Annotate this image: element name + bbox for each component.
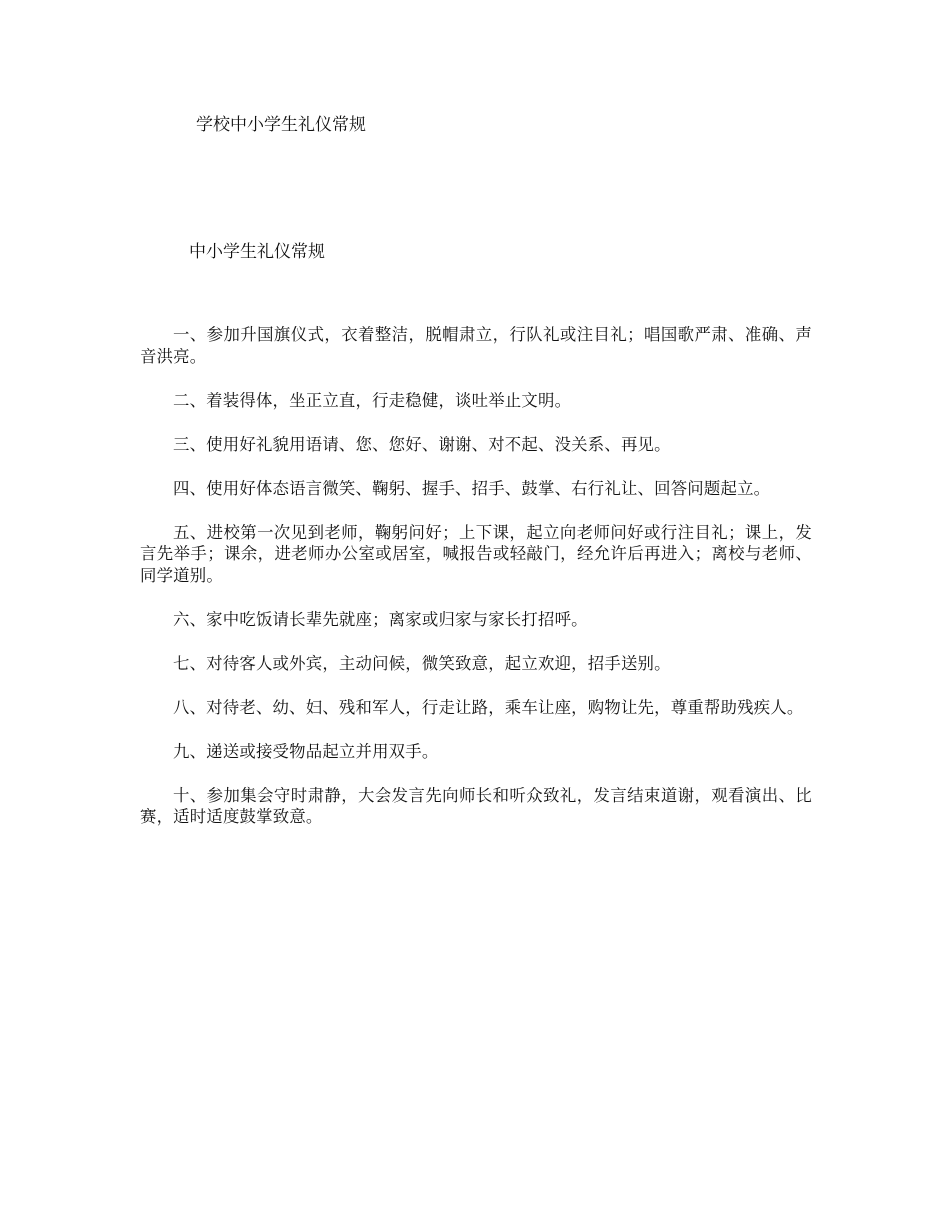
rule-item-9: 九、递送或接受物品起立并用双手。 <box>173 741 439 761</box>
document-subtitle: 中小学生礼仪常规 <box>189 242 325 262</box>
rule-item-7: 七、对待客人或外宾，主动问候，微笑致意，起立欢迎，招手送别。 <box>173 653 671 673</box>
rule-item-3: 三、使用好礼貌用语请、您、您好、谢谢、对不起、没关系、再见。 <box>173 434 671 454</box>
rules-list <box>140 324 812 850</box>
rule-item-4: 四、使用好体态语言微笑、鞠躬、握手、招手、鼓掌、右行礼让、回答问题起立。 <box>173 478 771 498</box>
rule-item-5: 五、进校第一次见到老师，鞠躬问好；上下课，起立向老师问好或行注目礼；课上，发言先举手；课余，进老师办公室或居室，喊报告或轻敲门，经允许后再进入；离校与老师、同学道别。 <box>140 522 812 585</box>
rule-item-10: 十、参加集会守时肃静，大会发言先向师长和听众致礼，发言结束道谢，观看演出、比赛，适时适度鼓掌致意。 <box>140 785 812 826</box>
rule-item-1: 一、参加升国旗仪式，衣着整洁，脱帽肃立，行队礼或注目礼；唱国歌严肃、准确、声音洪亮。 <box>140 325 812 366</box>
document-title: 学校中小学生礼仪常规 <box>196 115 366 135</box>
rule-item-8: 八、对待老、幼、妇、残和军人，行走让路，乘车让座，购物让先，尊重帮助残疾人。 <box>173 697 804 717</box>
rule-item-2: 二、着装得体，坐正立直，行走稳健，谈吐举止文明。 <box>173 390 572 410</box>
rule-item-6: 六、家中吃饭请长辈先就座；离家或归家与家长打招呼。 <box>173 609 588 629</box>
